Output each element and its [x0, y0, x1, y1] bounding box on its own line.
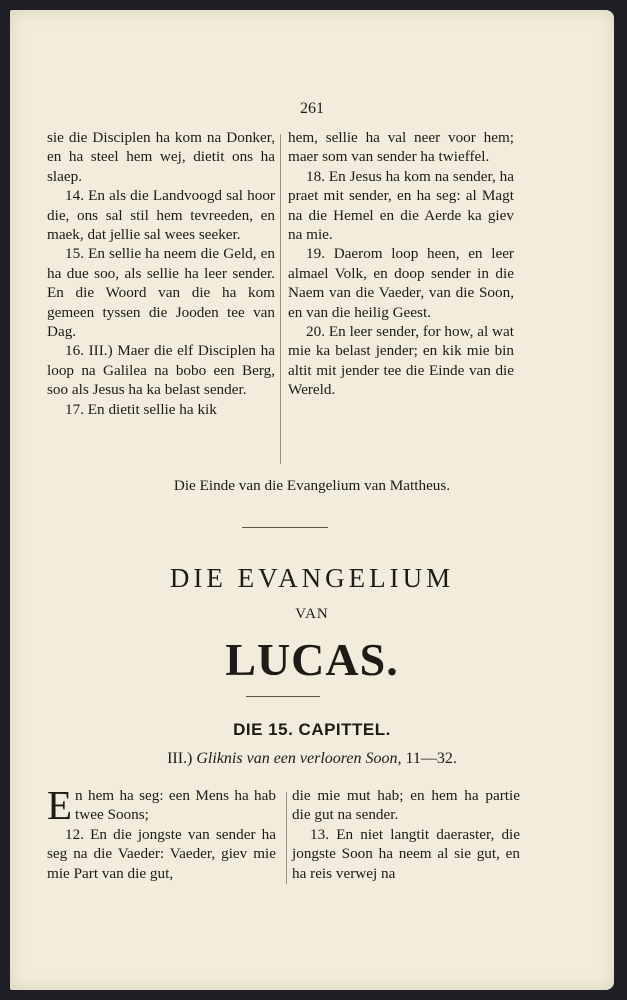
bottom-left-column — [47, 782, 276, 883]
summary-prefix: III.) — [167, 750, 193, 767]
paragraph: sie die Disciplen ha kom na Donker, en ha steel hem wej, dietit ons ha slaep. — [47, 129, 275, 185]
verse-12: 12. En die jongste van sender ha seg na die Vaeder: Vaeder, giev mie mie Part van die gut, — [47, 825, 276, 882]
paragraph: die mie mut hab; en hem ha partie die gut na sender. — [292, 787, 520, 824]
verse-20: 20. En leer sender, for how, al wat mie ka belast jender; en kik mie bin altit mit jender tee die Einde van die Wereld. — [288, 323, 514, 399]
verse-19: 19. Daerom loop heen, en leer almael Volk, en doop sender in die Naem van die Vaeder, van die Soon, en van die heilig Geest. — [288, 245, 514, 321]
bottom-right-column — [292, 786, 520, 883]
verse-15: 15. En sellie ha neem die Geld, en ha due soo, als sellie ha leer sender. En die Woord van die ha kom gemeen tyssen die Jooden tee van Dag. — [47, 245, 275, 341]
gospel-title: DIE EVANGELIUM — [169, 563, 455, 593]
verse-17: 17. En dietit sellie ha kik — [65, 400, 217, 418]
gospel-title-van: VAN — [295, 606, 329, 622]
paragraph: hem, sellie ha val neer voor hem; maer som van sender ha twieffel. — [288, 129, 514, 166]
verse-11 — [47, 782, 276, 828]
verse-16: 16. III.) Maer die elf Disciplen ha loop na Galilea na bobo een Berg, soo als Jesus ha ka belast sender. — [47, 342, 275, 399]
verse-14: 14. En als die Landvoogd sal hoor die, ons sal stil hem tevreeden, en maek, dat jellie sal wees seeker. — [47, 187, 275, 244]
verse-18: 18. En Jesus ha kom na sender, ha praet mit sender, en ha seg: al Magt na die Hemel en die Aerde ka giev na mie. — [288, 167, 514, 244]
verse-11-text: n hem ha seg: een Mens ha hab twee Soons; — [75, 787, 276, 824]
column-divider — [286, 792, 287, 884]
book-page — [10, 10, 614, 990]
divider-rule — [246, 696, 320, 697]
chapter-summary — [10, 750, 614, 768]
verse-13: 13. En niet langtit daeraster, die jongste Soon ha neem al sie gut, en ha reis verwej na — [292, 825, 520, 882]
chapter-title: DIE 15. CAPITTEL. — [233, 720, 391, 739]
left-text-column — [47, 128, 275, 419]
summary-range: 11—32. — [405, 750, 457, 767]
right-text-column — [288, 128, 514, 400]
summary-italic: Gliknis van een verlooren Soon, — [196, 750, 402, 767]
page-number: 261 — [300, 100, 324, 117]
column-divider — [280, 134, 281, 464]
end-note: Die Einde van die Evangelium van Mattheus. — [173, 477, 451, 494]
divider-rule — [242, 527, 328, 528]
gospel-title-lucas: LUCAS. — [225, 634, 399, 685]
drop-cap: E — [47, 782, 73, 828]
